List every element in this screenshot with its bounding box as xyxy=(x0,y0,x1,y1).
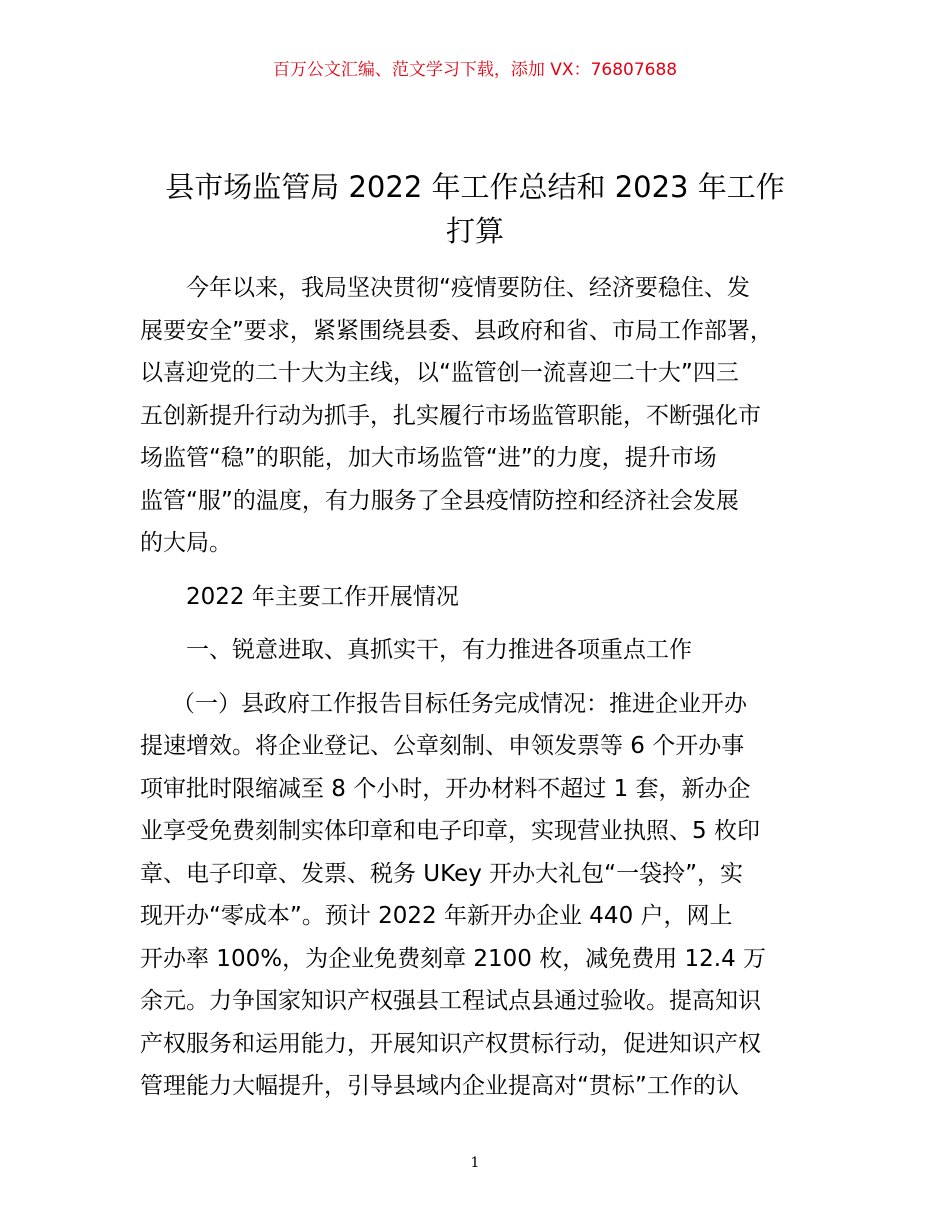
text-line: 一、锐意进取、真抓实干，有力推进各项重点工作 xyxy=(186,637,692,663)
text-line: 今年以来，我局坚决贯彻“疫情要防住、经济要稳住、发 xyxy=(186,275,750,301)
text-line: 展要安全”要求，紧紧围绕县委、县政府和省、市局工作部署， xyxy=(140,317,773,344)
text-line: 监管“服”的温度，有力服务了全县疫情防控和经济社会发展 xyxy=(140,487,739,514)
header-watermark-text: 百万公文汇编、范文学习下载，添加 VX：76807688 xyxy=(272,60,678,80)
text-line: 五创新提升行动为抓手，扎实履行市场监管职能，不断强化市 xyxy=(140,402,761,429)
page-number: 1 xyxy=(470,1155,480,1171)
section-heading xyxy=(140,576,830,619)
text-line: 余元。力争国家知识产权强县工程试点县通过验收。提高知识 xyxy=(140,988,761,1014)
text-line: 以喜迎党的二十大为主线，以“监管创一流喜迎二十大”四三 xyxy=(140,360,739,386)
title-line-1: 县市场监管局 2022 年工作总结和 2023 年工作 xyxy=(165,170,785,204)
text-line: 开办率 100%，为企业免费刻章 2100 枚，减免费用 12.4 万 xyxy=(140,945,767,972)
text-line: 2022 年主要工作开展情况 xyxy=(186,583,459,610)
document-title xyxy=(130,165,820,253)
text-line: 产权服务和运用能力，开展知识产权贯标行动，促进知识产权 xyxy=(140,1030,761,1057)
text-line: 的大局。 xyxy=(140,530,232,556)
text-line: 场监管“稳”的职能，加大市场监管“进”的力度，提升市场 xyxy=(140,445,717,471)
item-1-paragraph xyxy=(140,683,830,1108)
title-line-2: 打算 xyxy=(445,214,504,248)
document-body xyxy=(140,267,830,1108)
text-line: 业享受免费刻制实体印章和电子印章，实现营业执照、5 枚印 xyxy=(140,818,760,844)
text-line: 项审批时限缩减至 8 个小时，开办材料不超过 1 套，新办企 xyxy=(140,775,751,802)
text-line: （一）县政府工作报告目标任务完成情况：推进企业开办 xyxy=(172,690,747,717)
subsection-heading xyxy=(140,629,830,672)
text-line: 管理能力大幅提升，引导县域内企业提高对“贯标”工作的认 xyxy=(140,1073,739,1099)
text-line: 章、电子印章、发票、税务 UKey 开办大礼包“一袋拎”，实 xyxy=(140,860,743,887)
intro-paragraph xyxy=(140,267,830,565)
text-line: 现开办“零成本”。预计 2022 年新开办企业 440 户，网上 xyxy=(140,903,733,929)
text-line: 提速增效。将企业登记、公章刻制、申领发票等 6 个开办事 xyxy=(140,733,745,759)
